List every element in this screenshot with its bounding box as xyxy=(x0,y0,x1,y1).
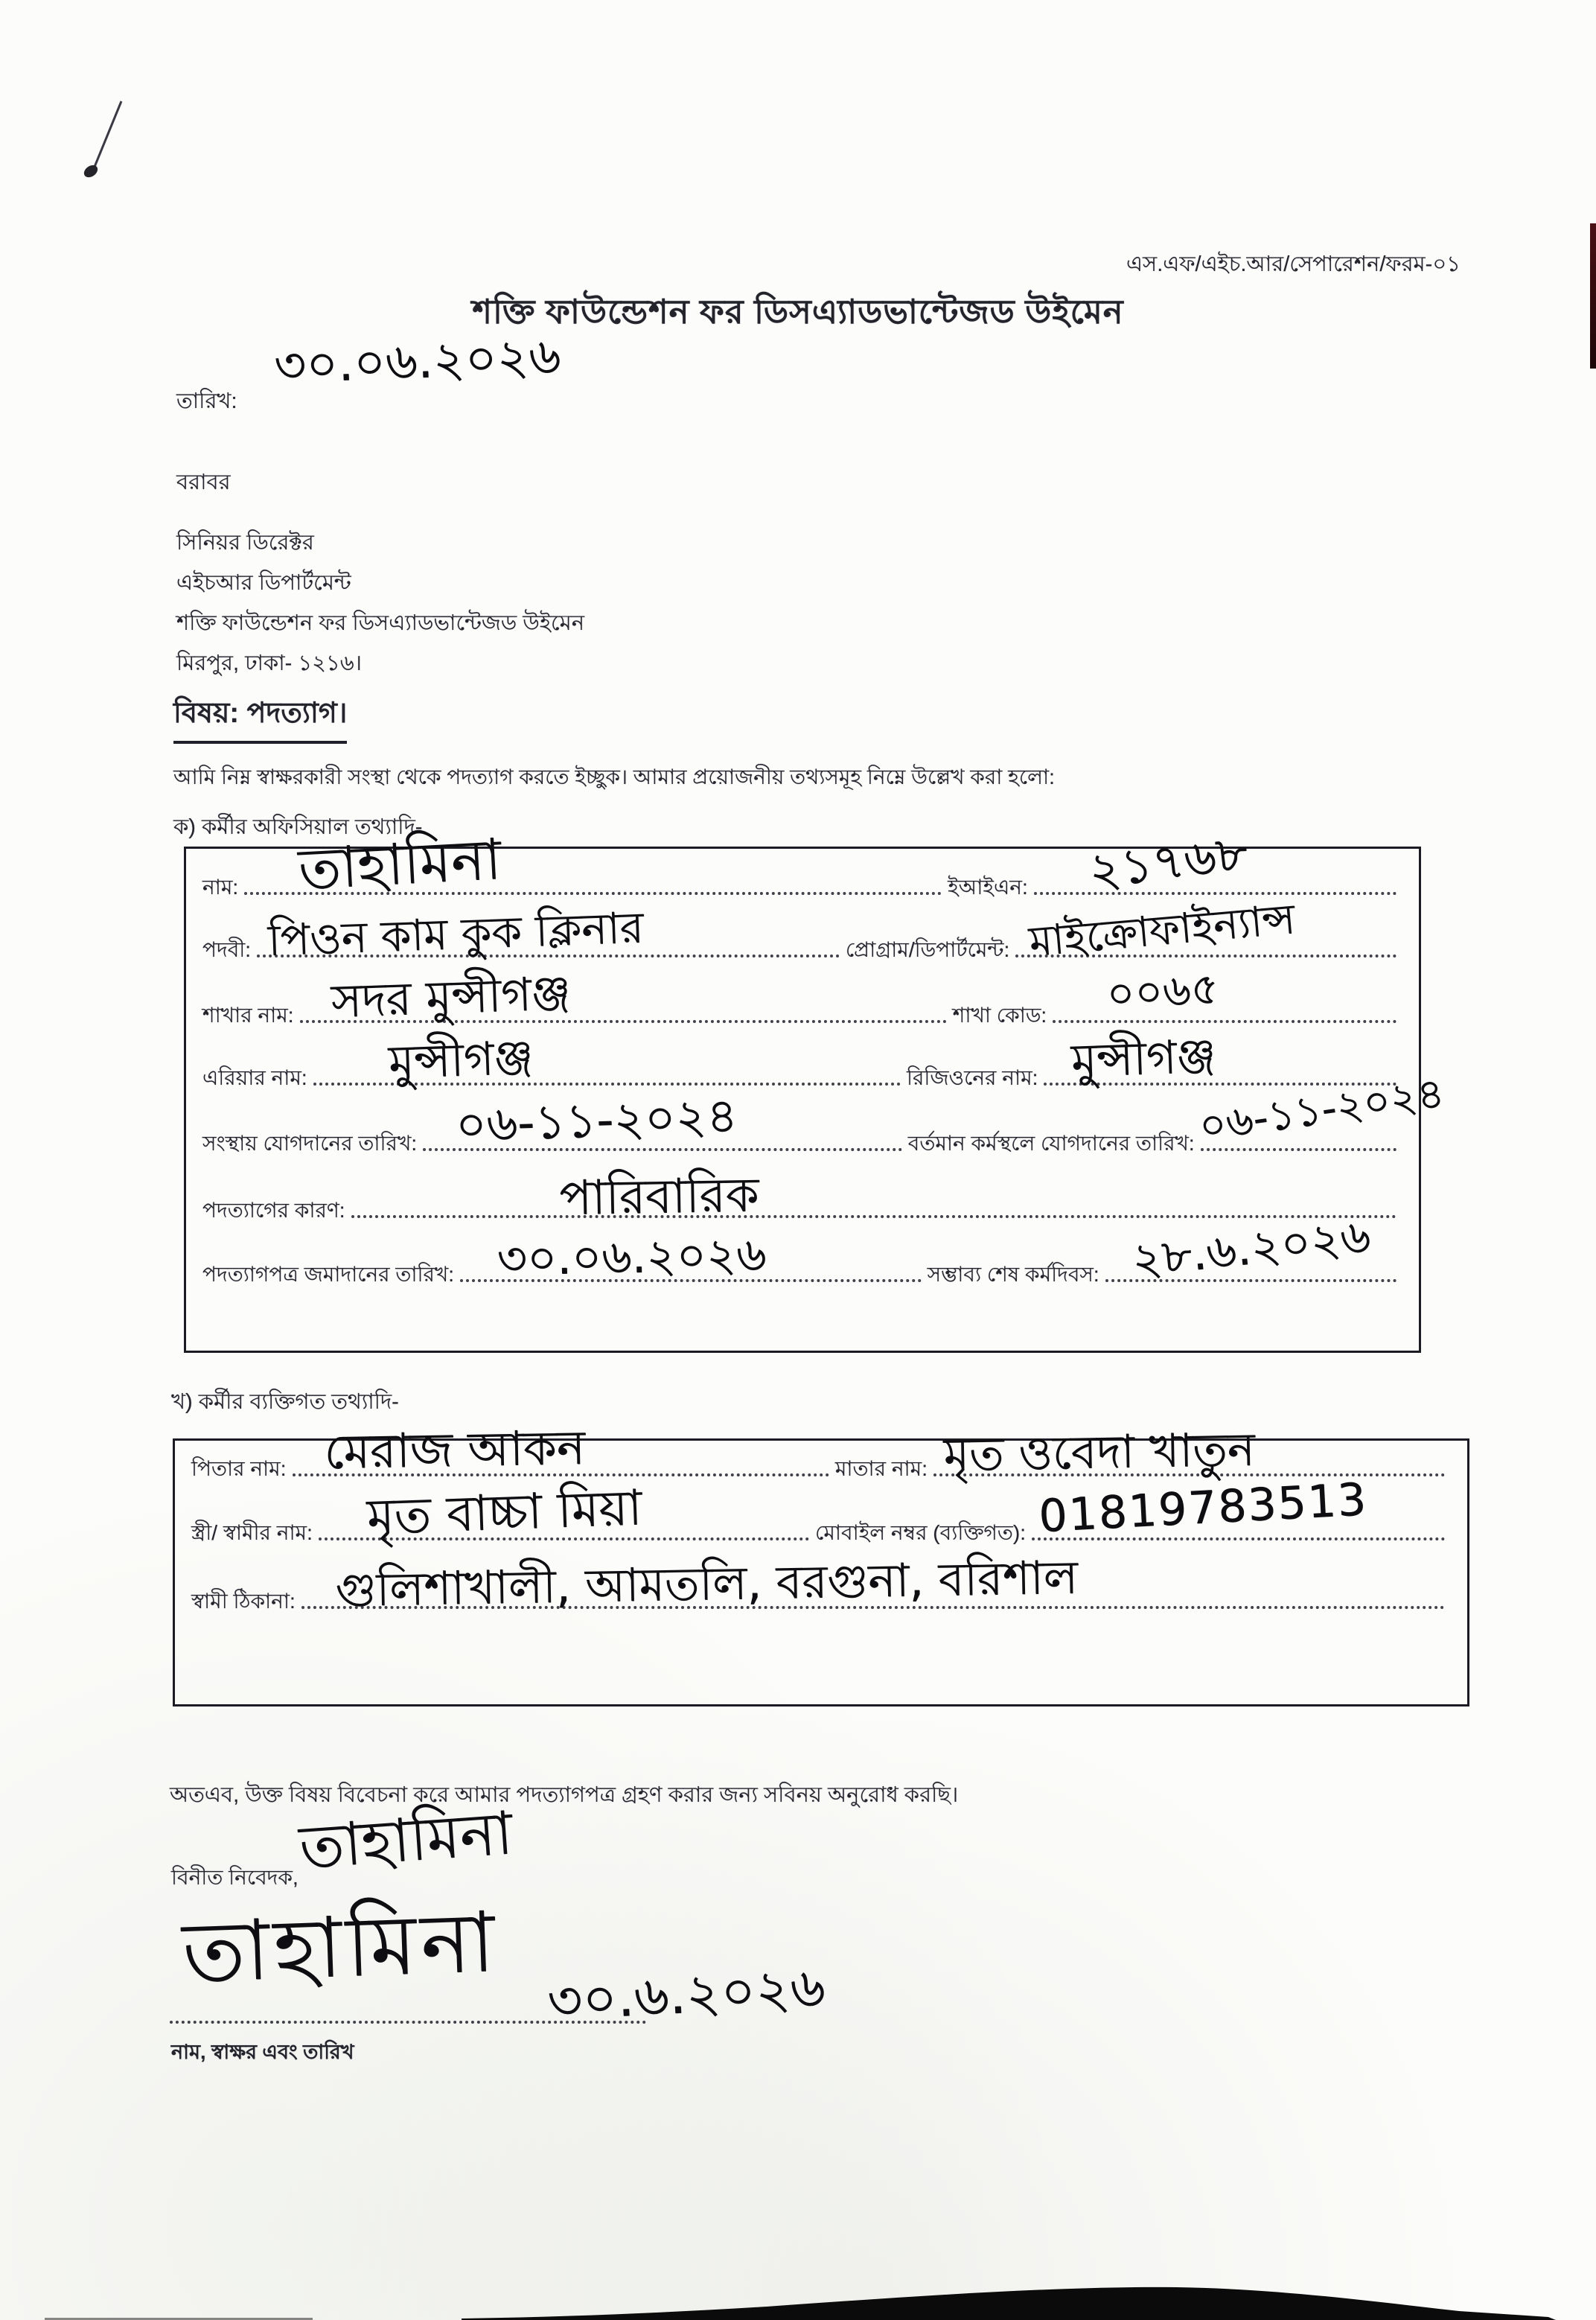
org-title: শক্তি ফাউন্ডেশন ফর ডিসএ্যাডভান্টেজড উইমেন xyxy=(472,293,1124,331)
current-join-date-label: বর্তমান কর্মস্থলে যোগদানের তারিখ: xyxy=(907,1131,1195,1155)
name-value-handwritten: তাহামিনা xyxy=(296,825,503,902)
last-day-value-handwritten: ২৮.৬.২০২৬ xyxy=(1129,1208,1373,1287)
signature-caption: নাম, স্বাক্ষর এবং তারিখ xyxy=(171,2041,354,2063)
dotted-line xyxy=(244,825,942,902)
name-label: নাম: xyxy=(202,875,239,899)
dotted-line xyxy=(301,1549,1445,1617)
father-name-label: পিতার নাম: xyxy=(191,1456,287,1480)
dotted-line xyxy=(1196,1068,1448,1151)
dotted-line xyxy=(460,1226,922,1286)
current-join-date-value-handwritten: ০৬-১১-২০২৪ xyxy=(1196,1068,1448,1151)
field-row-address xyxy=(191,1549,1451,1617)
dotted-line xyxy=(319,1479,809,1546)
husband-address-label: স্বামী ঠিকানা: xyxy=(191,1589,296,1613)
reason-label: পদত্যাগের কারণ: xyxy=(202,1198,345,1222)
addressee-line: মিরপুর, ঢাকা- ১২১৬। xyxy=(176,651,363,675)
dotted-line xyxy=(1015,895,1396,966)
to-label: বরাবর xyxy=(176,471,231,494)
program-label: প্রোগ্রাম/ডিপার্টমেন্ট: xyxy=(845,937,1010,961)
spouse-name-label: স্ত্রী/ স্বামীর নাম: xyxy=(191,1520,313,1544)
scan-edge-artifact-bottom xyxy=(0,2266,1596,2320)
addressee-line: এইচআর ডিপার্টমেন্ট xyxy=(176,571,351,595)
mobile-number-label: মোবাইল নম্বর (ব্যক্তিগত): xyxy=(814,1520,1026,1544)
intro-text: আমি নিম্ন স্বাক্ষরকারী সংস্থা থেকে পদত্যাগ করতে ইচ্ছুক। আমার প্রয়োজনীয় তথ্যসমূহ নিম্নে উল্লেখ করা হলো: xyxy=(173,765,1055,788)
subject-line: বিষয়: পদত্যাগ। xyxy=(173,691,347,744)
area-name-value-handwritten: মুন্সীগঞ্জ xyxy=(387,1030,534,1089)
designation-value-handwritten: পিওন কাম কুক ক্লিনার xyxy=(266,902,645,966)
dotted-line xyxy=(351,1167,1396,1226)
personal-info-box xyxy=(173,1420,1469,1706)
program-value-handwritten: মাইক্রোফাইন্যান্স xyxy=(1027,895,1297,966)
date-value-handwritten: ৩০.০৬.২০২৬ xyxy=(272,327,562,395)
dotted-line xyxy=(300,965,947,1028)
submit-date-value-handwritten: ৩০.০৬.২০২৬ xyxy=(496,1226,767,1286)
dotted-line xyxy=(313,1030,901,1089)
signature-date-handwritten: ৩০.৬.২০২৬ xyxy=(546,1955,827,2033)
dotted-line xyxy=(257,902,840,966)
field-row-area-region xyxy=(202,1028,1402,1090)
reason-value-handwritten: পারিবারিক xyxy=(559,1167,760,1226)
submit-date-label: পদত্যাগপত্র জমাদানের তারিখ: xyxy=(202,1262,455,1286)
addressee-block xyxy=(176,523,584,683)
last-day-label: সম্ভাব্য শেষ কর্মদিবস: xyxy=(927,1262,1099,1286)
area-name-label: এরিয়ার নাম: xyxy=(202,1065,307,1089)
signature-dotted-line xyxy=(170,2021,646,2024)
scan-edge-artifact-right xyxy=(1590,223,1596,369)
petitioner-label: বিনীত নিবেদক, xyxy=(171,1866,299,1889)
father-name-value-handwritten: মেরাজ আকন xyxy=(323,1420,586,1480)
dotted-line xyxy=(933,1421,1445,1482)
mother-name-value-handwritten: মৃত ওবেদা খাতুন xyxy=(942,1421,1255,1482)
date-label: তারিখ: xyxy=(176,389,237,413)
signature-handwritten: তাহামিনা xyxy=(180,1893,501,2002)
mobile-number-value-handwritten: 01819783513 xyxy=(1037,1473,1369,1543)
field-row-branch xyxy=(202,963,1402,1028)
region-name-value-handwritten: মুন্সীগঞ্জ xyxy=(1070,1028,1217,1088)
dotted-line xyxy=(1105,1208,1396,1287)
closing-request-text: অতএব, উক্ত বিষয় বিবেচনা করে আমার পদত্যাগপত্র গ্রহণ করার জন্য সবিনয় অনুরোধ করছি। xyxy=(170,1783,959,1807)
petitioner-name-handwritten: তাহামিনা xyxy=(297,1798,515,1882)
ein-label: ইআইএন: xyxy=(948,875,1028,899)
mother-name-label: মাতার নাম: xyxy=(834,1456,928,1480)
dotted-line xyxy=(423,1088,902,1153)
branch-name-label: শাখার নাম: xyxy=(202,1003,294,1027)
addressee-line: শক্তি ফাউন্ডেশন ফর ডিসএ্যাডভান্টেজড উইমেন xyxy=(176,611,585,635)
dotted-line xyxy=(1032,1473,1445,1543)
dotted-line xyxy=(1034,823,1396,900)
branch-name-value-handwritten: সদর মুন্সীগঞ্জ xyxy=(330,965,572,1028)
official-info-heading: ক) কর্মীর অফিসিয়াল তথ্যাদি- xyxy=(173,815,423,839)
field-row-parents xyxy=(191,1420,1451,1482)
form-reference: এস.এফ/এইচ.আর/সেপারেশন/ফরম-০১ xyxy=(1126,252,1461,276)
field-row-designation-program xyxy=(202,895,1402,966)
husband-address-value-handwritten: গুলিশাখালী, আমতলি, বরগুনা, বরিশাল xyxy=(334,1549,1079,1617)
org-join-date-value-handwritten: ০৬-১১-২০২৪ xyxy=(454,1088,738,1153)
pen-scratch-artifact xyxy=(71,95,153,192)
addressee-line: সিনিয়র ডিরেক্টর xyxy=(176,531,314,555)
org-join-date-label: সংস্থায় যোগদানের তারিখ: xyxy=(202,1131,418,1155)
field-row-reason xyxy=(202,1167,1402,1226)
field-row-spouse-mobile xyxy=(191,1473,1451,1546)
dotted-line xyxy=(1053,963,1396,1023)
designation-label: পদবী: xyxy=(202,937,252,961)
region-name-label: রিজিওনের নাম: xyxy=(907,1065,1038,1089)
branch-code-value-handwritten: ০০৬৫ xyxy=(1105,963,1220,1019)
personal-info-heading: খ) কর্মীর ব্যক্তিগত তথ্যাদি- xyxy=(171,1390,399,1414)
spouse-name-value-handwritten: মৃত বাচ্চা মিয়া xyxy=(366,1479,643,1546)
dotted-line xyxy=(293,1420,829,1480)
ein-value-handwritten: ২১৭৬৮ xyxy=(1085,823,1251,900)
branch-code-label: শাখা কোড: xyxy=(952,1003,1047,1027)
